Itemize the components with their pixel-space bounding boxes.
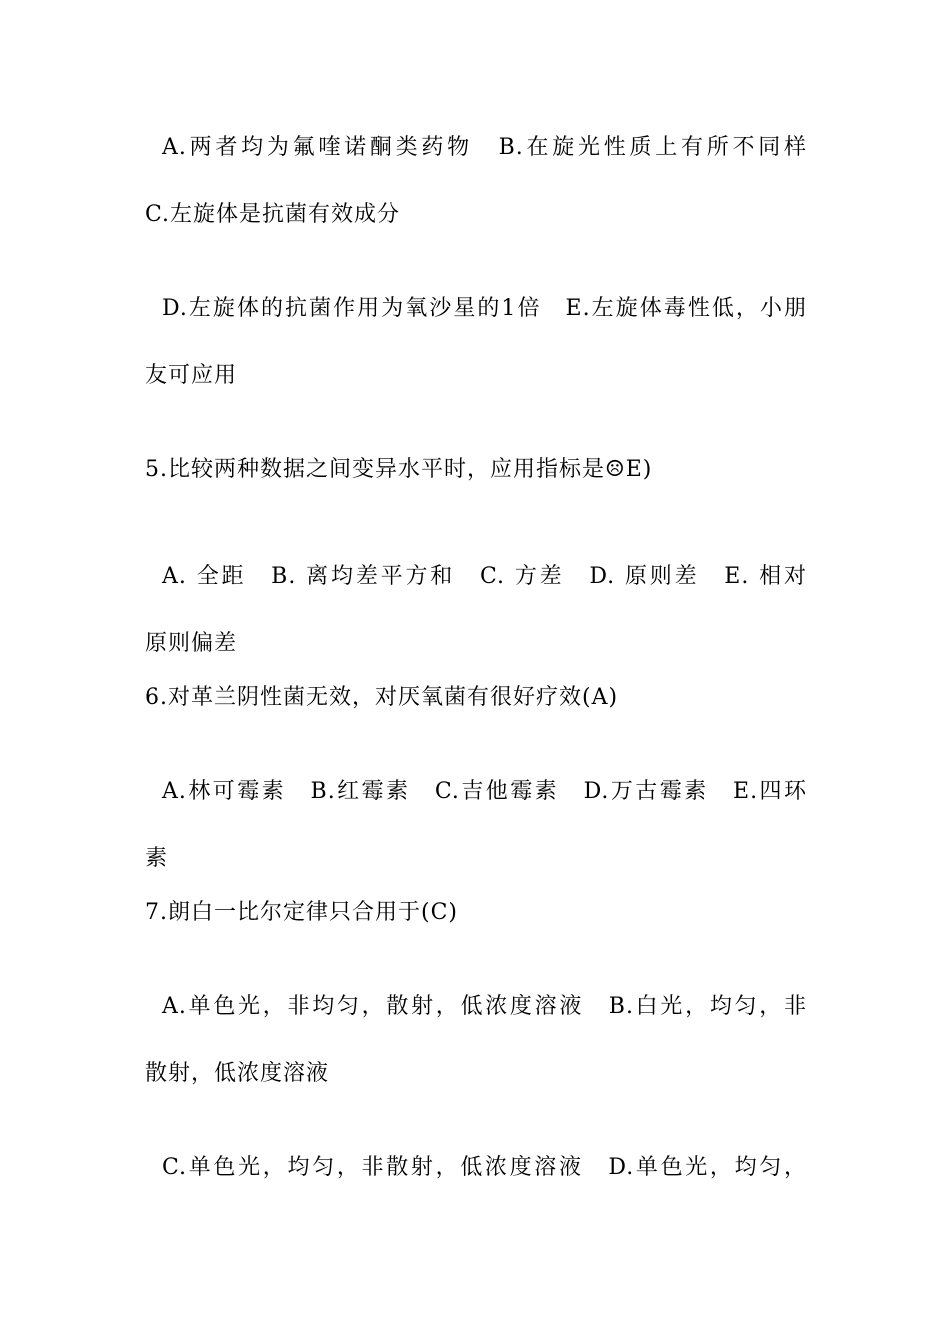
option-line-q7-ab: A.单色光，非均匀，散射，低浓度溶液 B.白光，均匀，非 — [162, 994, 807, 1019]
option-line-q5: A. 全距 B. 离均差平方和 C. 方差 D. 原则差 E. 相对 — [162, 564, 807, 589]
option-line-q4-ab: A.两者均为氟喹诺酮类药物 B.在旋光性质上有所不同样 — [162, 135, 807, 160]
option-line-q4-c: C.左旋体是抗菌有效成分 — [145, 202, 401, 227]
option-line-q4-de: D.左旋体的抗菌作用为氧沙星的1倍 E.左旋体毒性低，小朋 — [162, 296, 807, 321]
option-line-q6: A.林可霉素 B.红霉素 C.吉他霉素 D.万古霉素 E.四环 — [162, 779, 807, 804]
option-line-q5-cont: 原则偏差 — [145, 631, 238, 656]
question-6: 6.对革兰阴性菌无效，对厌氧菌有很好疗效(A) — [145, 685, 619, 710]
option-line-q6-cont: 素 — [145, 846, 169, 871]
question-5: 5.比较两种数据之间变异水平时，应用指标是☹E) — [145, 457, 653, 482]
question-7: 7.朗白一比尔定律只合用于(C) — [145, 900, 458, 925]
option-line-q7-b-cont: 散射，低浓度溶液 — [145, 1061, 330, 1086]
option-line-q7-cd: C.单色光，均匀，非散射，低浓度溶液 D.单色光，均匀， — [162, 1155, 807, 1180]
option-line-q4-e-cont: 友可应用 — [145, 363, 238, 388]
